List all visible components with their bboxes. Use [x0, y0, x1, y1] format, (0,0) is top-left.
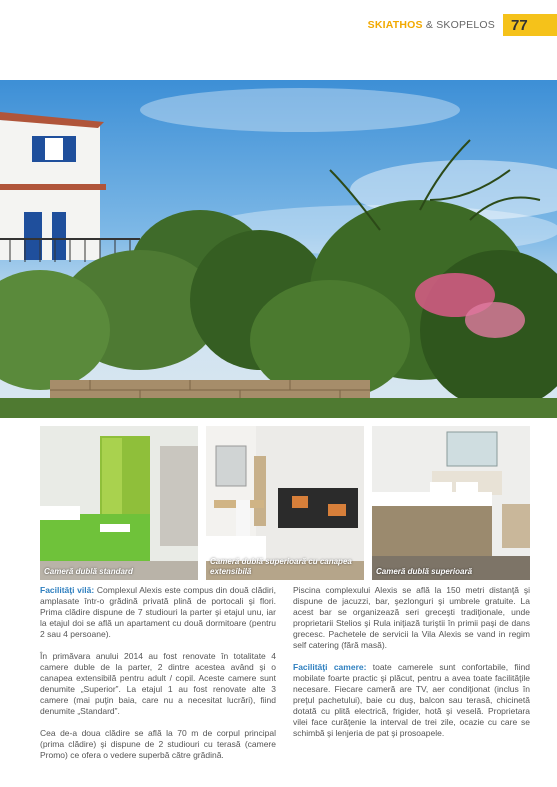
room-caption: Cameră dublă superioară: [376, 567, 473, 576]
label-villa-facilities: Facilităţi vilă:: [40, 585, 95, 595]
hero-photo: [0, 80, 557, 418]
paragraph-pool: Piscina complexului Alexis se află la 150 metri distanţă şi dispune de jacuzzi, bar, şezlonguri şi umbrele gratuite. La acest bar se organizează seri greceşti tradiţionale, unde proprietarii Stelios şi Rula iniţiază turiştii în primii paşi de dans grecesc. Pachetele de servicii la Vila Alexis se vand in regim self catering (fără masă).: [293, 585, 530, 650]
paragraph-second-building: Cea de-a doua clădire se află la 70 m de corpul principal (prima clădire) şi dispune de 2 studiouri cu terasă (camere Promo) ce ofera o vedere superbă către grădină.: [40, 728, 276, 760]
room-photo-superior: [372, 426, 530, 580]
paragraph-text: Complexul Alexis este compus din două clădiri, amplasate într-o grădină privată plină de portocali şi flori. Prima clădire dispune de 7 studiouri la parter şi etajul unu, iar la etajul doi se află un apartament cu două dormitoare (pentru 2 sau 4 persoane).: [40, 585, 276, 639]
section-title: [368, 19, 495, 31]
room-caption: Cameră dublă standard: [44, 567, 133, 576]
paragraph-text: toate camerele sunt confortabile, fiind mobilate foarte practic şi plăcut, pentru a avea toate facilităţile necesare. Fiecare cameră are TV, aer condiţionat (inclus în preţul pachetului), baie cu duş, balcon sau terasă, chicinetă dotată cu plită electrică, frigider, hotă şi veselă. Proprietara vilei face curăţenie la interval de trei zile, ocazie cu care se schimbă şi lenjeria de pat şi prosoapele.: [293, 662, 530, 738]
text-column-left: [40, 585, 276, 772]
page-header: [368, 14, 557, 36]
paragraph-renovation: În primăvara anului 2014 au fost renovate în totalitate 4 camere duble de la parter, 2 dintre acestea având şi o canapea extensibilă pentru adult / copil. Aceste camere sunt denumite „Superior”. La etajul 1 au fost renovate alte 3 camere (mai puţin baia, care nu a necesitat lucrări), fiind denumite „Standard”.: [40, 651, 276, 716]
paragraph-villa-facilities: [40, 585, 276, 640]
text-column-right: [293, 585, 530, 750]
label-room-facilities: Facilităţi camere:: [293, 662, 367, 672]
brand-primary: SKIATHOS: [367, 19, 423, 31]
brand-secondary: & SKOPELOS: [425, 19, 495, 31]
page-number: 77: [503, 14, 557, 36]
room-caption: Cameră dublă superioară cu canapea extensibilă: [210, 557, 352, 576]
room-photo-superior-sofa: [206, 426, 364, 580]
room-gallery: [40, 426, 530, 580]
paragraph-room-facilities: [293, 662, 530, 739]
room-photo-standard: [40, 426, 198, 580]
